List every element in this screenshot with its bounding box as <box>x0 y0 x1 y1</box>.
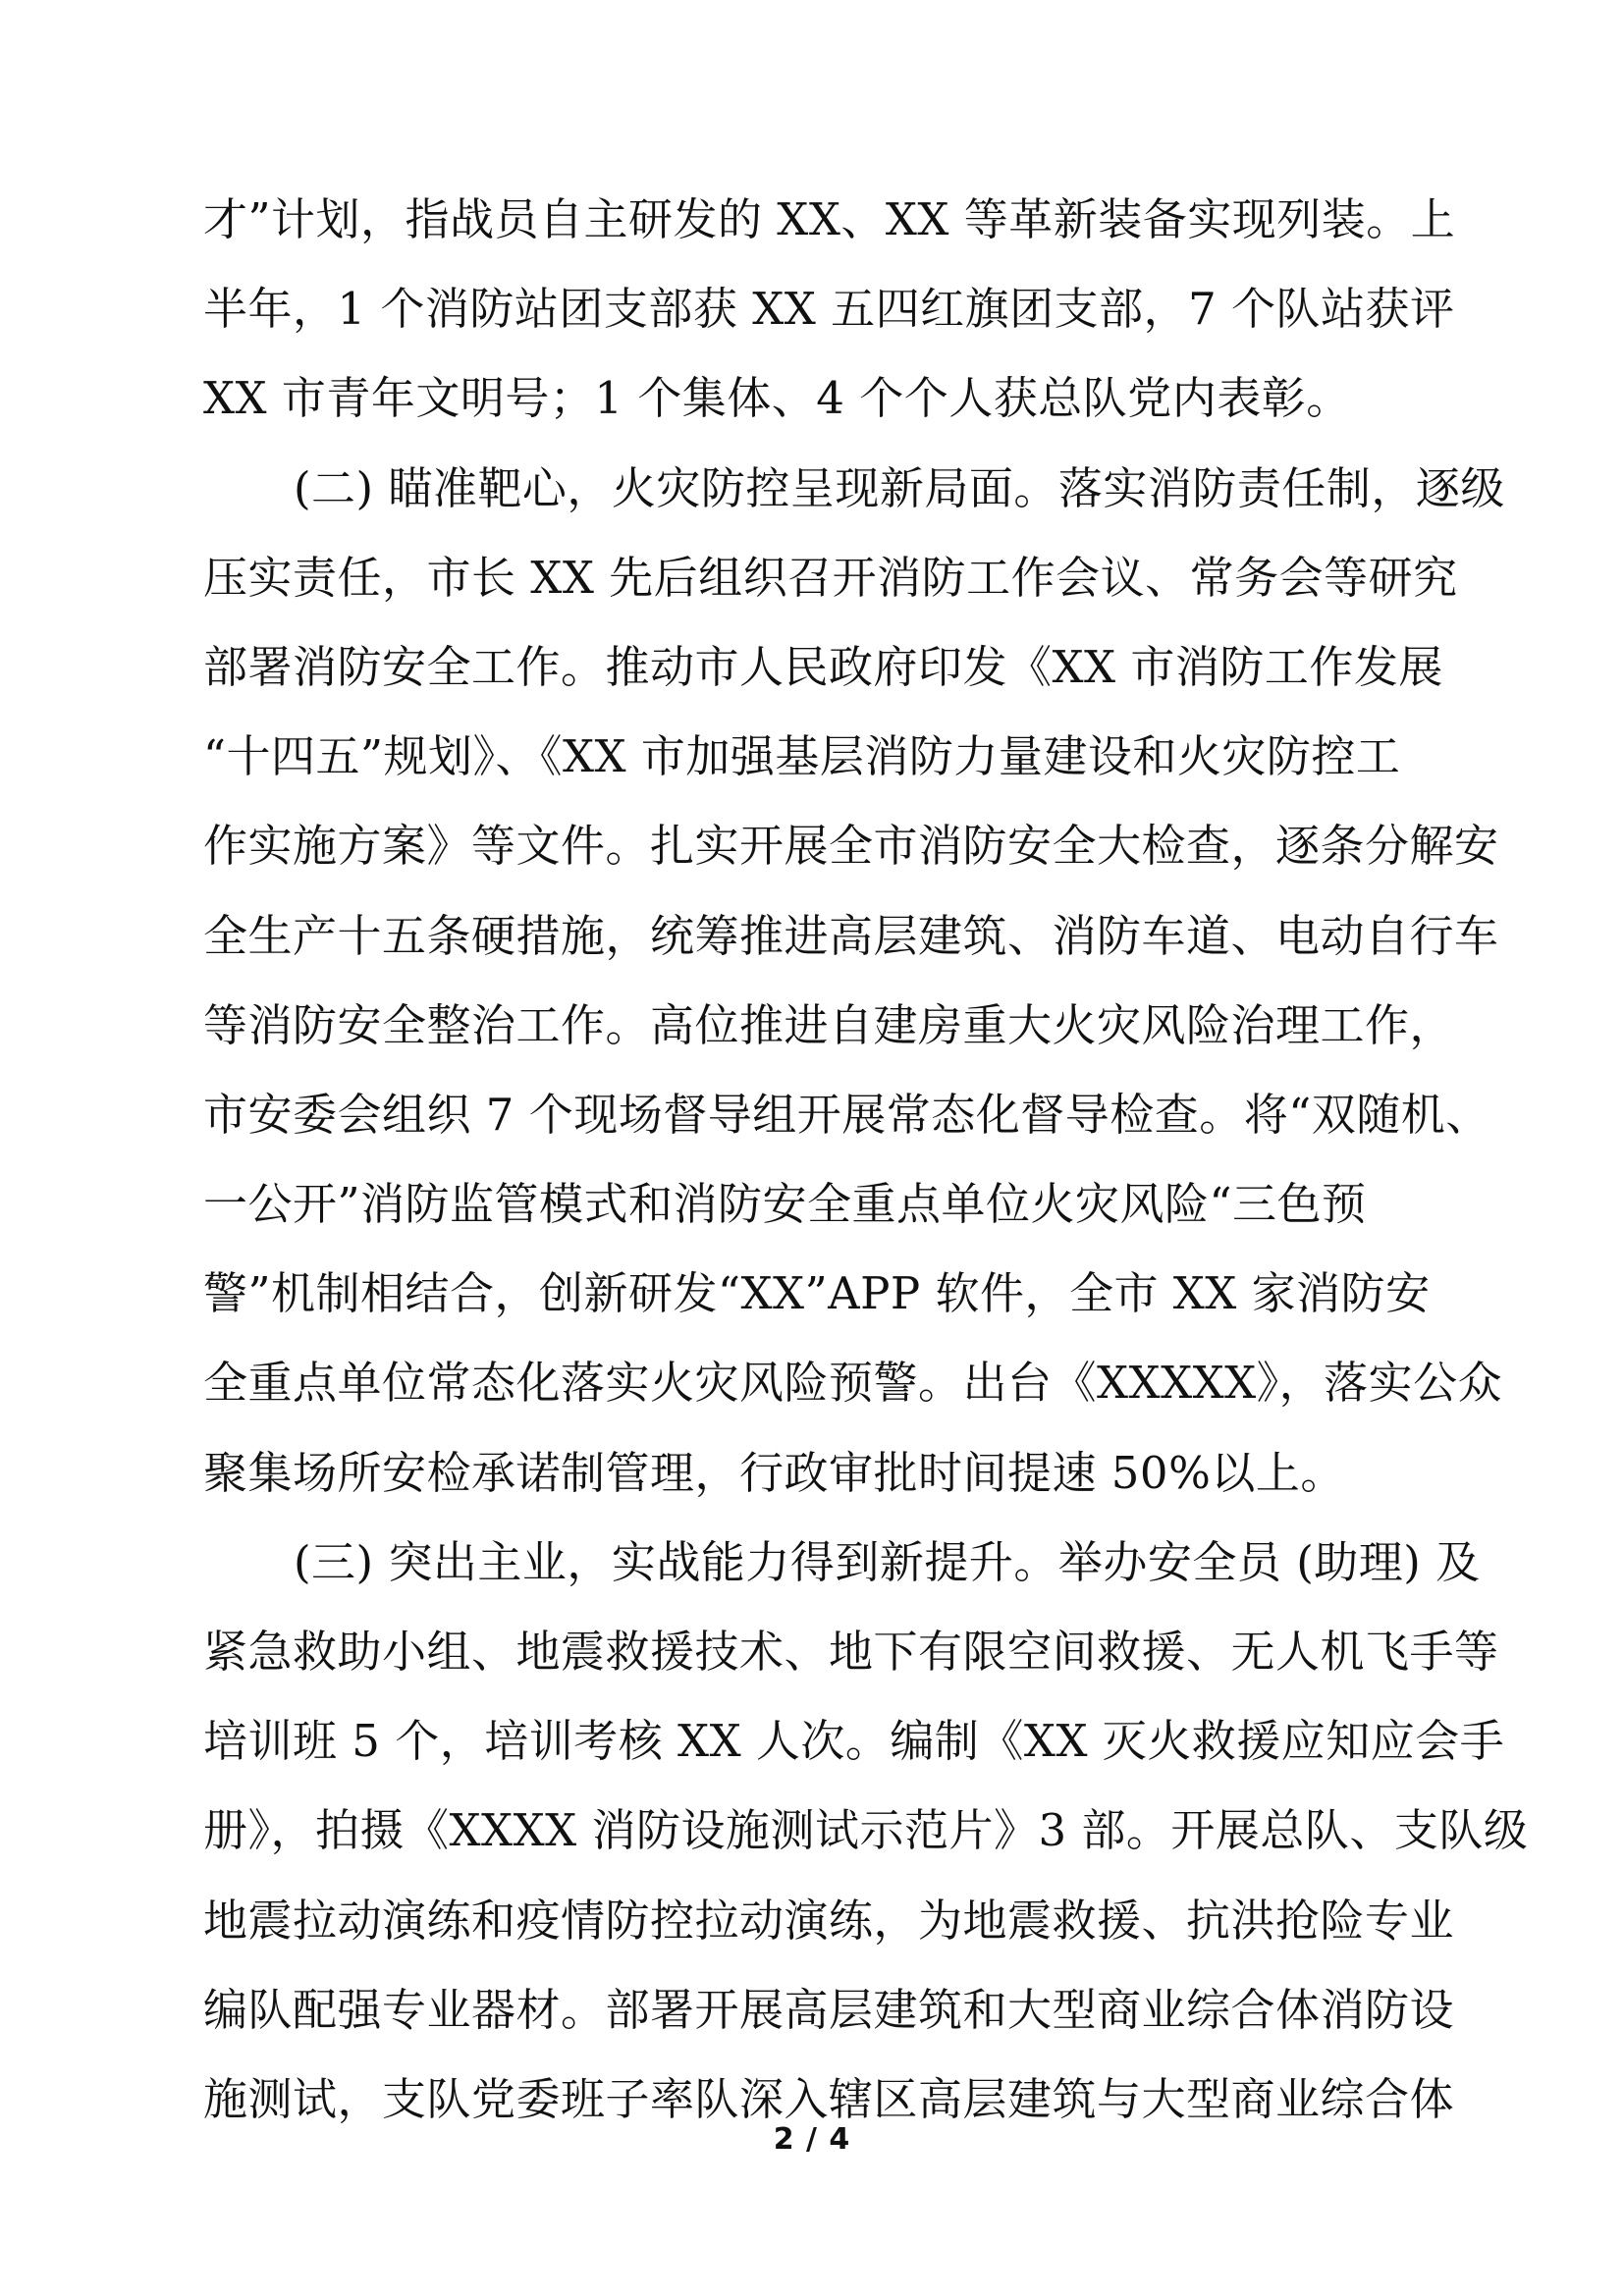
text-line: 施测试，支队党委班子率队深入辖区高层建筑与大型商业综合体 <box>203 2072 1455 2125</box>
text-line: 等消防安全整治工作。高位推进自建房重大火灾风险治理工作， <box>203 998 1455 1051</box>
text-line: 市安委会组织 7 个现场督导组开展常态化督导检查。将“双随机、 <box>203 1088 1490 1141</box>
text-line: 压实责任，市长 XX 先后组织召开消防工作会议、常务会等研究 <box>203 551 1458 604</box>
text-line: 编队配强专业器材。部署开展高层建筑和大型商业综合体消防设 <box>203 1983 1455 2036</box>
text-line: 警”机制相结合，创新研发“XX”APP 软件，全市 XX 家消防安 <box>203 1267 1431 1320</box>
section-heading-line: (三) 突出主业，实战能力得到新提升。举办安全员 (助理) 及 <box>294 1535 1481 1588</box>
text-line: 地震拉动演练和疫情防控拉动演练，为地震救援、抗洪抢险专业 <box>203 1894 1455 1947</box>
text-line: 一公开”消防监管模式和消防安全重点单位火灾风险“三色预 <box>203 1178 1367 1231</box>
page-number: 2 / 4 <box>773 2122 851 2157</box>
text-line: 全生产十五条硬措施，统筹推进高层建筑、消防车道、电动自行车 <box>203 909 1499 962</box>
text-line: 部署消防安全工作。推动市人民政府印发《XX 市消防工作发展 <box>203 640 1443 693</box>
text-line: 半年，1 个消防站团支部获 XX 五四红旗团支部，7 个队站获评 <box>203 283 1455 336</box>
text-line: 才”计划，指战员自主研发的 XX、XX 等革新装备实现列装。上 <box>203 193 1456 245</box>
text-line: 紧急救助小组、地震救援技术、地下有限空间救援、无人机飞手等 <box>203 1626 1499 1678</box>
text-line: 全重点单位常态化落实火灾风险预警。出台《XXXXX》，落实公众 <box>203 1357 1503 1410</box>
text-line: 作实施方案》等文件。扎实开展全市消防安全大检查，逐条分解安 <box>203 820 1499 873</box>
text-line: 培训班 5 个，培训考核 XX 人次。编制《XX 灭火救援应知应会手 <box>203 1715 1505 1768</box>
text-line: 聚集场所安检承诺制管理，行政审批时间提速 50%以上。 <box>203 1446 1345 1499</box>
text-line: “十四五”规划》、《XX 市加强基层消防力量建设和火灾防控工 <box>203 730 1401 783</box>
document-body <box>203 175 1529 2144</box>
text-line: 册》，拍摄《XXXX 消防设施测试示范片》3 部。开展总队、支队级 <box>203 1804 1529 1857</box>
section-heading-line: (二) 瞄准靶心，火灾防控呈现新局面。落实消防责任制，逐级 <box>294 461 1505 514</box>
text-line: XX 市青年文明号；1 个集体、4 个个人获总队党内表彰。 <box>203 372 1351 425</box>
